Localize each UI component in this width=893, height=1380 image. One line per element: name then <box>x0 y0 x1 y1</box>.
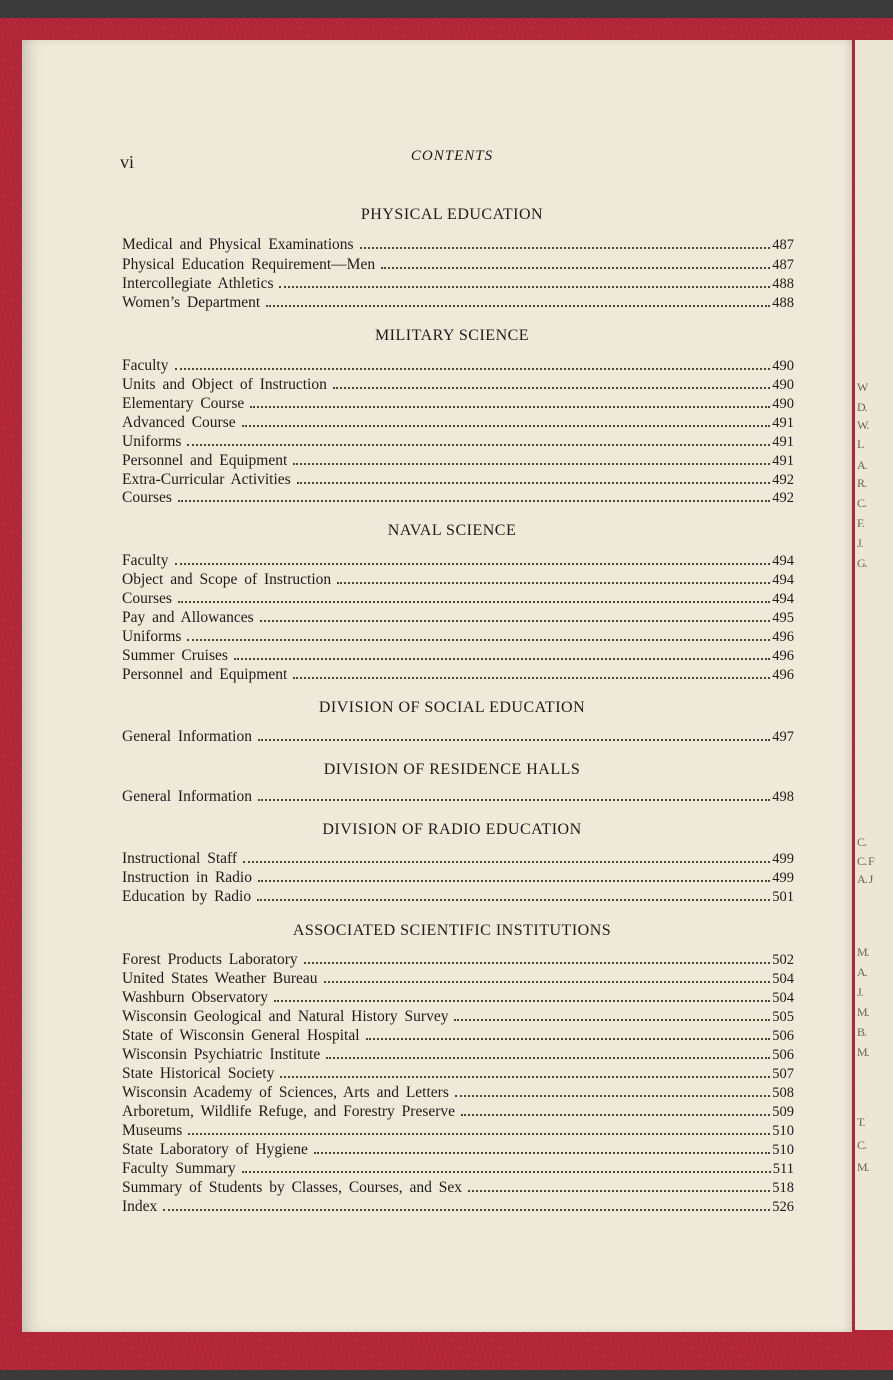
entry-page: 508 <box>772 1085 794 1101</box>
entry-page: 497 <box>772 729 794 745</box>
entry-label: Instruction in Radio <box>122 869 252 886</box>
entry-page: 499 <box>772 851 794 867</box>
section-title: DIVISION OF RESIDENCE HALLS <box>323 761 581 778</box>
facing-page-fragment: M. <box>857 945 869 959</box>
entry-page: 490 <box>772 358 794 374</box>
toc-entry <box>122 471 794 490</box>
facing-page-fragment: W. <box>857 418 869 432</box>
entry-page: 488 <box>772 295 794 311</box>
section-title: DIVISION OF RADIO EDUCATION <box>322 821 582 838</box>
toc-entry <box>122 951 794 970</box>
leader-dots <box>163 1209 770 1211</box>
leader-dots <box>297 482 771 484</box>
entry-label: Courses <box>122 489 172 506</box>
entry-label: General Information <box>122 728 252 745</box>
section-title: MILITARY SCIENCE <box>374 327 530 344</box>
entry-label: Uniforms <box>122 433 182 450</box>
entry-page: 507 <box>772 1066 794 1082</box>
leader-dots <box>337 582 770 584</box>
entry-label: Faculty <box>122 552 169 569</box>
toc-entry <box>122 1065 794 1084</box>
page-number: vi <box>120 152 135 172</box>
leader-dots <box>461 1114 770 1116</box>
entry-label: Washburn Observatory <box>122 989 268 1006</box>
entry-page: 502 <box>772 952 794 968</box>
leader-dots <box>280 1076 770 1078</box>
facing-page-fragment: W <box>857 380 868 394</box>
entry-page: 506 <box>772 1028 794 1044</box>
entry-label: Medical and Physical Examinations <box>122 236 354 253</box>
toc-entry <box>122 888 794 907</box>
leader-dots <box>455 1095 770 1097</box>
facing-page-fragment: C. F <box>857 854 874 868</box>
leader-dots <box>242 1171 771 1173</box>
entry-label: Personnel and Equipment <box>122 666 288 683</box>
toc-entry <box>122 728 794 747</box>
leader-dots <box>175 563 771 565</box>
entry-page: 506 <box>772 1047 794 1063</box>
entry-page: 504 <box>772 990 794 1006</box>
entry-label: State Historical Society <box>122 1065 275 1082</box>
facing-page-fragment: A. <box>857 458 867 472</box>
entry-label: Extra-Curricular Activities <box>122 471 291 488</box>
toc-entry <box>122 1084 794 1103</box>
leader-dots <box>468 1190 770 1192</box>
entry-page: 518 <box>772 1180 794 1196</box>
entry-label: Women’s Department <box>122 294 261 311</box>
toc-entry <box>122 1179 794 1198</box>
facing-page-fragment: J. <box>857 985 863 999</box>
entry-page: 491 <box>772 434 794 450</box>
toc-entry <box>122 1008 794 1027</box>
leader-dots <box>257 899 770 901</box>
entry-label: Wisconsin Psychiatric Institute <box>122 1046 321 1063</box>
toc-entry <box>122 869 794 888</box>
leader-dots <box>243 861 770 863</box>
contents-page <box>22 40 852 1332</box>
entry-page: 488 <box>772 276 794 292</box>
leader-dots <box>258 739 770 741</box>
entry-label: Index <box>122 1198 158 1215</box>
leader-dots <box>324 981 771 983</box>
toc-entry <box>122 294 794 313</box>
entry-label: Summary of Students by Classes, Courses, and Sex <box>122 1179 463 1196</box>
toc-entry <box>122 788 794 807</box>
facing-page-fragment: C. <box>857 496 867 510</box>
entry-label: Intercollegiate Athletics <box>122 275 274 292</box>
toc-entry <box>122 1160 794 1179</box>
entry-label: Museums <box>122 1122 183 1139</box>
toc-entry <box>122 1141 794 1160</box>
toc-entry <box>122 552 794 571</box>
facing-page-fragment: C. <box>857 835 867 849</box>
toc-entry <box>122 489 794 508</box>
toc-entry <box>122 433 794 452</box>
entry-page: 504 <box>772 971 794 987</box>
entry-page: 490 <box>772 377 794 393</box>
toc-entry <box>122 452 794 471</box>
toc-entry <box>122 970 794 989</box>
leader-dots <box>234 658 770 660</box>
leader-dots <box>381 267 770 269</box>
leader-dots <box>333 387 770 389</box>
toc-entry <box>122 666 794 685</box>
leader-dots <box>304 962 771 964</box>
leader-dots <box>293 463 770 465</box>
leader-dots <box>250 406 770 408</box>
leader-dots <box>360 247 771 249</box>
section-title: NAVAL SCIENCE <box>387 522 517 539</box>
section-title: PHYSICAL EDUCATION <box>360 206 544 223</box>
facing-page-fragment: A. <box>857 965 867 979</box>
leader-dots <box>242 425 771 427</box>
toc-entry <box>122 590 794 609</box>
toc-entry <box>122 850 794 869</box>
entry-page: 494 <box>772 553 794 569</box>
entry-page: 501 <box>772 889 794 905</box>
toc-entry <box>122 1198 794 1217</box>
entry-label: United States Weather Bureau <box>122 970 318 987</box>
entry-page: 487 <box>772 237 794 253</box>
entry-label: Pay and Allowances <box>122 609 254 626</box>
entry-label: Arboretum, Wildlife Refuge, and Forestry Preserve <box>122 1103 456 1120</box>
entry-page: 496 <box>772 648 794 664</box>
leader-dots <box>178 601 770 603</box>
entry-page: 510 <box>772 1142 794 1158</box>
entry-page: 492 <box>772 472 794 488</box>
entry-page: 495 <box>772 610 794 626</box>
leader-dots <box>175 368 771 370</box>
facing-page-fragment: D. <box>857 400 867 414</box>
toc-entry <box>122 256 794 275</box>
entry-label: Courses <box>122 590 172 607</box>
section-title: DIVISION OF SOCIAL EDUCATION <box>318 699 586 716</box>
facing-page-fragment: M. <box>857 1160 869 1174</box>
leader-dots <box>187 639 770 641</box>
running-head: CONTENTS <box>410 148 494 164</box>
toc-entry <box>122 1103 794 1122</box>
facing-page-fragment: G. <box>857 556 867 570</box>
entry-page: 505 <box>772 1009 794 1025</box>
entry-label: Physical Education Requirement—Men <box>122 256 376 273</box>
facing-page-fragment: F. <box>857 516 864 530</box>
toc-entry <box>122 1027 794 1046</box>
entry-label: Wisconsin Geological and Natural History Survey <box>122 1008 449 1025</box>
entry-label: Advanced Course <box>122 414 236 431</box>
entry-label: Object and Scope of Instruction <box>122 571 332 588</box>
entry-label: Forest Products Laboratory <box>122 951 298 968</box>
facing-page-fragment: M. <box>857 1005 869 1019</box>
entry-label: Uniforms <box>122 628 182 645</box>
facing-page-fragment: L <box>857 437 864 451</box>
entry-label: Faculty <box>122 357 169 374</box>
toc-entry <box>122 1046 794 1065</box>
toc-entry <box>122 236 794 255</box>
toc-entry <box>122 395 794 414</box>
entry-page: 494 <box>772 591 794 607</box>
entry-page: 526 <box>772 1199 794 1215</box>
toc-entry <box>122 357 794 376</box>
entry-page: 510 <box>772 1123 794 1139</box>
entry-page: 487 <box>772 257 794 273</box>
facing-page-fragment: M. <box>857 1045 869 1059</box>
entry-label: Education by Radio <box>122 888 252 905</box>
toc-entry <box>122 647 794 666</box>
toc-entry <box>122 989 794 1008</box>
toc-entry <box>122 609 794 628</box>
leader-dots <box>279 286 770 288</box>
entry-label: State of Wisconsin General Hospital <box>122 1027 360 1044</box>
entry-page: 492 <box>772 490 794 506</box>
leader-dots <box>266 305 770 307</box>
leader-dots <box>258 880 770 882</box>
toc-entry <box>122 571 794 590</box>
entry-page: 498 <box>772 789 794 805</box>
toc-entry <box>122 414 794 433</box>
leader-dots <box>293 677 770 679</box>
entry-label: Summer Cruises <box>122 647 228 664</box>
entry-label: Faculty Summary <box>122 1160 236 1177</box>
entry-page: 509 <box>772 1104 794 1120</box>
leader-dots <box>326 1057 770 1059</box>
leader-dots <box>178 500 770 502</box>
entry-label: Instructional Staff <box>122 850 238 867</box>
entry-page: 496 <box>772 667 794 683</box>
facing-page-fragment: C. <box>857 1138 867 1152</box>
entry-page: 499 <box>772 870 794 886</box>
toc-entry <box>122 628 794 647</box>
facing-page-fragment: A. J <box>857 872 873 886</box>
section-title: ASSOCIATED SCIENTIFIC INSTITUTIONS <box>292 922 612 939</box>
leader-dots <box>187 444 770 446</box>
toc-entry <box>122 376 794 395</box>
leader-dots <box>454 1019 770 1021</box>
facing-page-fragment: J. <box>857 536 863 550</box>
entry-label: Personnel and Equipment <box>122 452 288 469</box>
leader-dots <box>260 620 771 622</box>
entry-label: Elementary Course <box>122 395 245 412</box>
entry-label: General Information <box>122 788 252 805</box>
entry-page: 491 <box>772 415 794 431</box>
leader-dots <box>314 1152 770 1154</box>
entry-page: 490 <box>772 396 794 412</box>
facing-page-fragment: R. <box>857 476 867 490</box>
entry-page: 511 <box>772 1161 794 1177</box>
entry-label: Units and Object of Instruction <box>122 376 327 393</box>
entry-page: 496 <box>772 629 794 645</box>
leader-dots <box>188 1133 770 1135</box>
leader-dots <box>258 799 770 801</box>
entry-page: 494 <box>772 572 794 588</box>
toc-entry <box>122 1122 794 1141</box>
entry-label: Wisconsin Academy of Sciences, Arts and Letters <box>122 1084 449 1101</box>
facing-page-fragment: T. <box>857 1115 865 1129</box>
facing-page-edge <box>855 40 893 1330</box>
entry-label: State Laboratory of Hygiene <box>122 1141 308 1158</box>
leader-dots <box>274 1000 770 1002</box>
toc-entry <box>122 275 794 294</box>
leader-dots <box>366 1038 771 1040</box>
entry-page: 491 <box>772 453 794 469</box>
facing-page-fragment: B. <box>857 1025 867 1039</box>
